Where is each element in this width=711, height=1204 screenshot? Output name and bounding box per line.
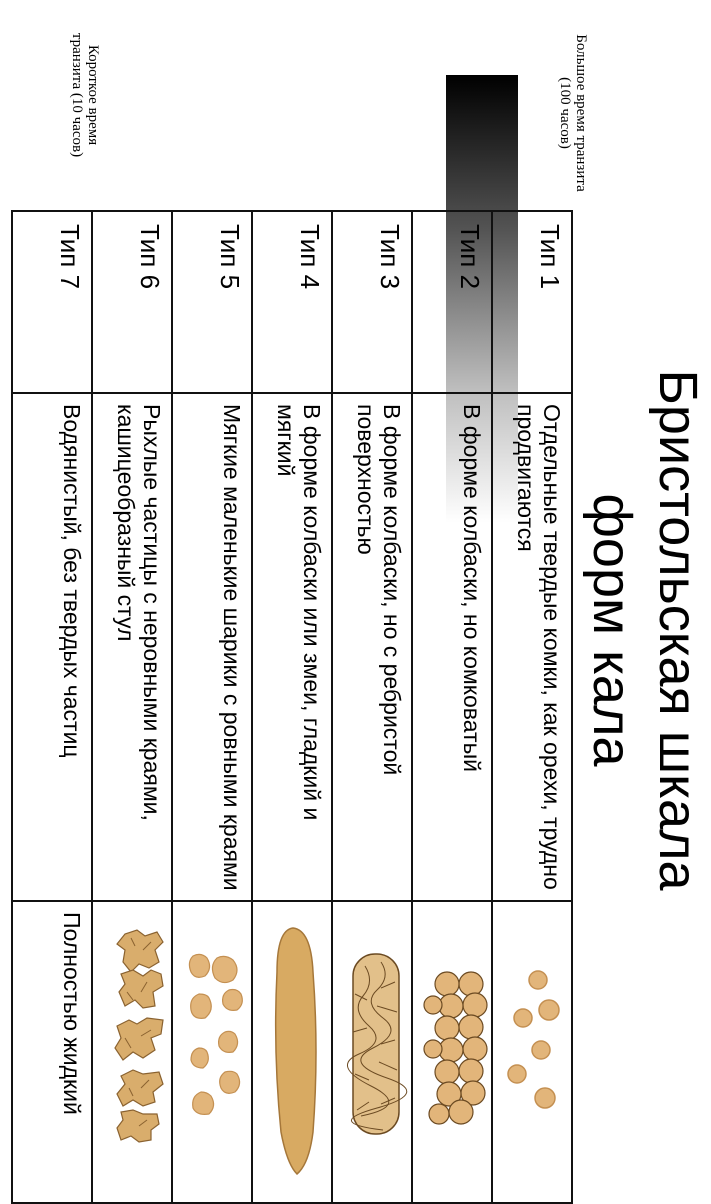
cracked-sausage-illustration bbox=[332, 901, 412, 1203]
type-label: Тип 7 bbox=[12, 211, 92, 393]
separate-lumps-illustration bbox=[492, 901, 572, 1203]
lumpy-sausage-illustration bbox=[412, 901, 492, 1203]
type-label: Тип 6 bbox=[92, 211, 172, 393]
liquid-cell bbox=[12, 901, 92, 1203]
type-label: Тип 1 bbox=[492, 211, 572, 393]
bristol-table bbox=[11, 210, 573, 1204]
type-description: В форме колбаски, но с ребристой поверхностью bbox=[332, 393, 412, 901]
smooth-snake-illustration bbox=[252, 901, 332, 1203]
table-row bbox=[412, 211, 492, 1203]
liquid-label: Полностью жидкий bbox=[59, 912, 85, 1115]
table-row bbox=[252, 211, 332, 1203]
type-label: Тип 4 bbox=[252, 211, 332, 393]
type-label: Тип 3 bbox=[332, 211, 412, 393]
table-row bbox=[172, 211, 252, 1203]
long-transit-label: Большое время транзита (100 часов) bbox=[557, 34, 589, 192]
title-line-1: Бристольская шкала bbox=[648, 369, 708, 891]
type-description: Мягкие маленькие шарики с ровными краями bbox=[172, 393, 252, 901]
type-description: В форме колбаски или змеи, гладкий и мягкий bbox=[252, 393, 332, 901]
type-description: Отдельные твердые комки, как орехи, трудно продвигаются bbox=[492, 393, 572, 901]
type-label: Тип 5 bbox=[172, 211, 252, 393]
page-title bbox=[579, 250, 711, 1010]
table-row bbox=[492, 211, 572, 1203]
type-description: В форме колбаски, но комковатый bbox=[412, 393, 492, 901]
type-description: Водянистый, без твердых частиц bbox=[12, 393, 92, 901]
short-transit-label: Короткое время транзита (10 часов) bbox=[69, 32, 101, 158]
table-row bbox=[92, 211, 172, 1203]
table-row bbox=[12, 211, 92, 1203]
type-label: Тип 2 bbox=[412, 211, 492, 393]
table-row bbox=[332, 211, 412, 1203]
soft-blobs-illustration bbox=[172, 901, 252, 1203]
title-line-2: форм кала bbox=[582, 493, 642, 767]
mushy-pieces-illustration bbox=[92, 901, 172, 1203]
type-description: Рыхлые частицы с неровными краями, кашицеобразный стул bbox=[92, 393, 172, 901]
